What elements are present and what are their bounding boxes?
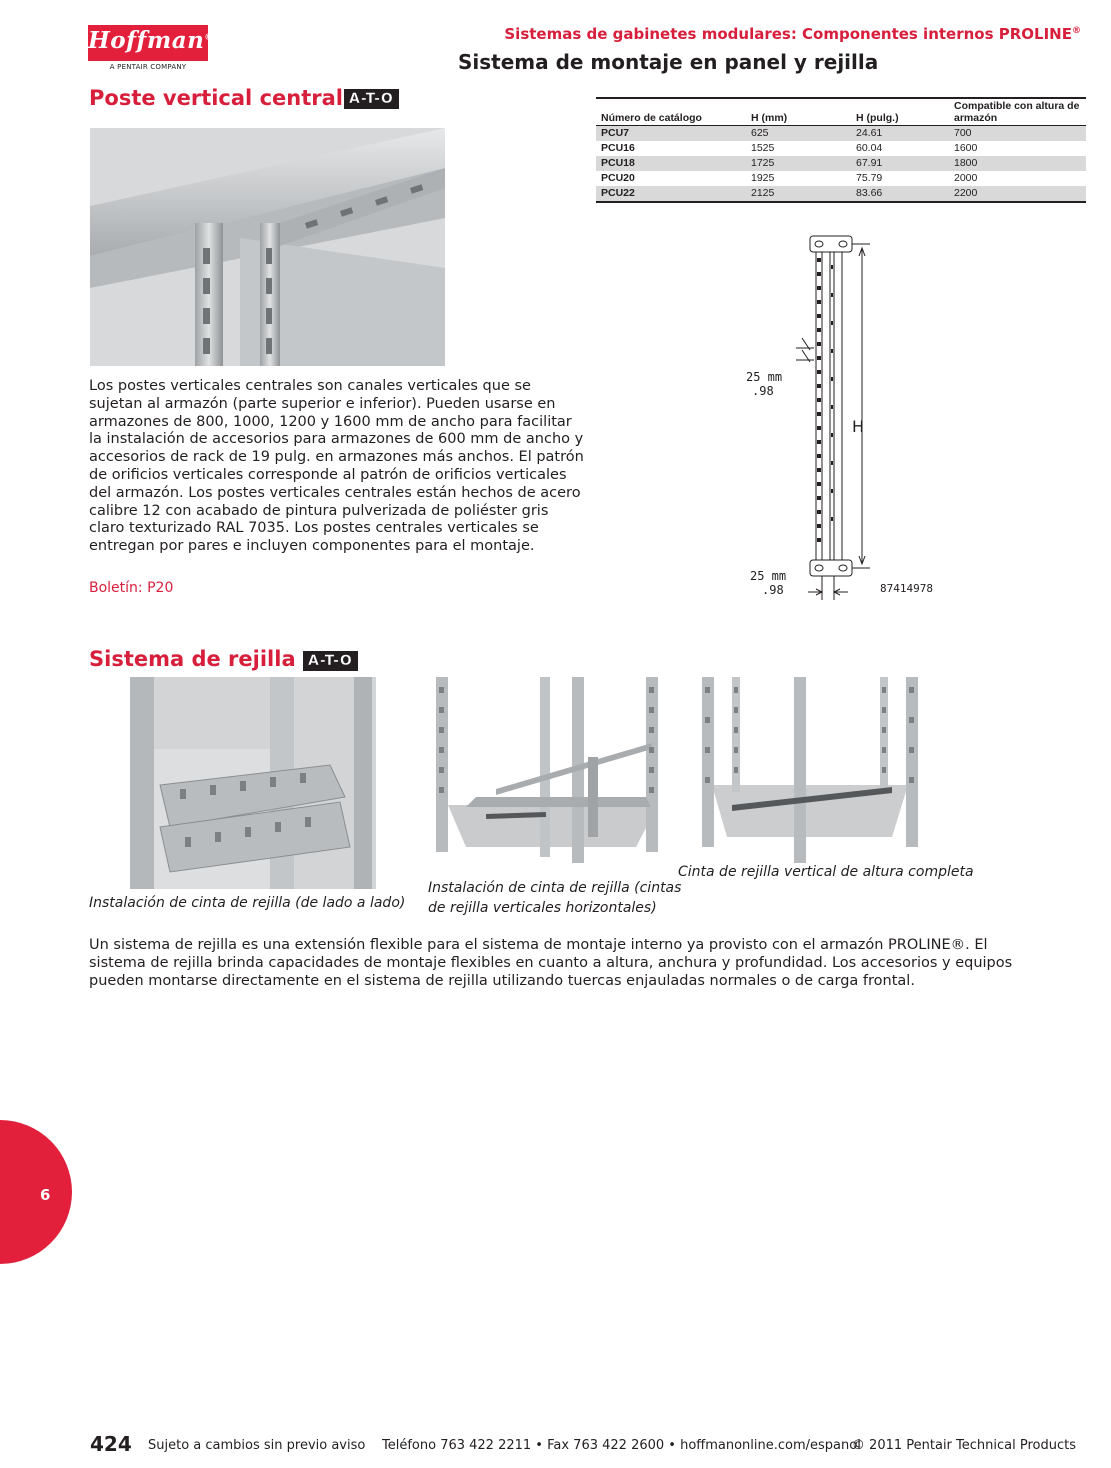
section-title-grid-system: Sistema de rejilla	[89, 647, 296, 671]
dim-top-mm: 25 mm	[746, 370, 783, 384]
chapter-number: 6	[40, 1186, 51, 1204]
catalog-number: PCU22	[596, 186, 746, 202]
header-category: Sistemas de gabinetes modulares: Componentes internos PROLINE®	[504, 25, 1081, 43]
table-header-row	[596, 98, 1086, 126]
compatible-height: 1600	[954, 142, 978, 154]
footer-contact[interactable]: Teléfono 763 422 2211 • Fax 763 422 2600 • hoffmanonline.com/espanol	[382, 1438, 861, 1453]
table-row	[596, 141, 1086, 156]
dim-bottom-in: .98	[762, 583, 784, 597]
h-in: 60.04	[856, 142, 883, 154]
h-mm: 2125	[746, 186, 851, 202]
table-row	[596, 171, 1086, 186]
ato-badge-2: A-T-O	[303, 650, 358, 671]
catalog-number: PCU7	[596, 126, 746, 142]
h-mm: 1925	[751, 172, 775, 184]
table-row	[596, 156, 1086, 171]
compatible-height: 2200	[949, 186, 1086, 202]
h-in: 24.61	[851, 126, 949, 142]
col-h-mm: H (mm)	[746, 98, 851, 126]
grid-frame-illustration	[436, 677, 664, 863]
col-compatible-height: Compatible con altura de armazón	[949, 98, 1086, 126]
dimension-drawing	[740, 228, 960, 608]
section-title-center-post: Poste vertical central	[89, 86, 343, 110]
table-row	[596, 186, 1086, 202]
h-mm: 625	[746, 126, 851, 142]
bulletin-link[interactable]: Boletín: P20	[89, 580, 174, 596]
compatible-height: 2000	[954, 172, 978, 184]
col-h-in: H (pulg.)	[851, 98, 949, 126]
page-title: Sistema de montaje en panel y rejilla	[458, 50, 879, 74]
chapter-tab	[0, 1120, 72, 1264]
grid-side-illustration	[130, 677, 376, 889]
center-post-photo	[90, 128, 445, 366]
hoffman-logo	[88, 25, 213, 73]
grid-side-to-side-photo	[130, 677, 376, 889]
compatible-height: 1800	[949, 156, 1086, 171]
col-catalog-number: Número de catálogo	[596, 98, 746, 126]
full-height-grid-photo	[702, 677, 918, 863]
h-in: 83.66	[851, 186, 949, 202]
grid-vertical-horizontal-photo	[436, 677, 664, 863]
center-post-description: Los postes verticales centrales son canales verticales que se sujetan al armazón (parte superior e inferior). Pueden usarse en armazones de 800, 1000, 1200 y 1600 mm de ancho para facilitar la instalación de accesorios para armazones de 600 mm de ancho y accesorios de rack de 19 pulg. en armazones más anchos. El patrón de orificios verticales corresponde al patrón de orificios verticales del armazón. Los postes verticales centrales están hechos de acero calibre 12 con acabado de pintura pulverizada de poliéster gris claro texturizado RAL 7035. Los postes centrales verticales se entregan por pares e incluyen componentes para el montaje.	[89, 378, 584, 555]
catalog-table	[596, 97, 1086, 203]
catalog-number: PCU20	[601, 172, 635, 184]
grid-system-description: Un sistema de rejilla es una extensión flexible para el sistema de montaje interno ya provisto con el armazón PROLINE®. El sistema de rejilla brinda capacidades de montaje flexibles en cuanto a altura, anchura y profundidad. Los accesorios y equipos pueden montarse directamente en el sistema de rejilla utilizando tuercas enjauladas normales o de carga frontal.	[89, 937, 1013, 989]
catalog-number: PCU18	[596, 156, 746, 171]
caption-side-to-side: Instalación de cinta de rejilla (de lado a lado)	[89, 895, 406, 911]
page-number: 424	[90, 1432, 132, 1456]
logo-tagline: A PENTAIR COMPANY	[109, 63, 187, 71]
h-mm: 1725	[746, 156, 851, 171]
compatible-height: 700	[949, 126, 1086, 142]
footer-notice: Sujeto a cambios sin previo aviso	[148, 1438, 366, 1453]
catalog-number: PCU16	[601, 142, 635, 154]
dim-bottom-mm: 25 mm	[750, 569, 787, 583]
dim-top-in: .98	[752, 384, 774, 398]
ato-badge-1: A-T-O	[344, 88, 399, 109]
caption-vertical-horizontal-1: Instalación de cinta de rejilla (cintas	[428, 880, 682, 896]
dim-height-label: H	[852, 417, 865, 436]
h-mm: 1525	[751, 142, 775, 154]
footer-copyright: © 2011 Pentair Technical Products	[851, 1438, 1076, 1453]
logo-brand: Hoffman®	[88, 27, 213, 54]
caption-vertical-horizontal-2: de rejilla verticales horizontales)	[428, 900, 657, 916]
h-in: 75.79	[856, 172, 883, 184]
caption-full-height: Cinta de rejilla vertical de altura completa	[678, 864, 974, 880]
h-in: 67.91	[851, 156, 949, 171]
drawing-part-number: 87414978	[880, 582, 933, 595]
full-height-grid-illustration	[702, 677, 918, 863]
table-row	[596, 126, 1086, 142]
center-post-illustration	[90, 128, 445, 366]
center-post-drawing	[740, 228, 960, 608]
footer	[90, 1432, 1080, 1460]
